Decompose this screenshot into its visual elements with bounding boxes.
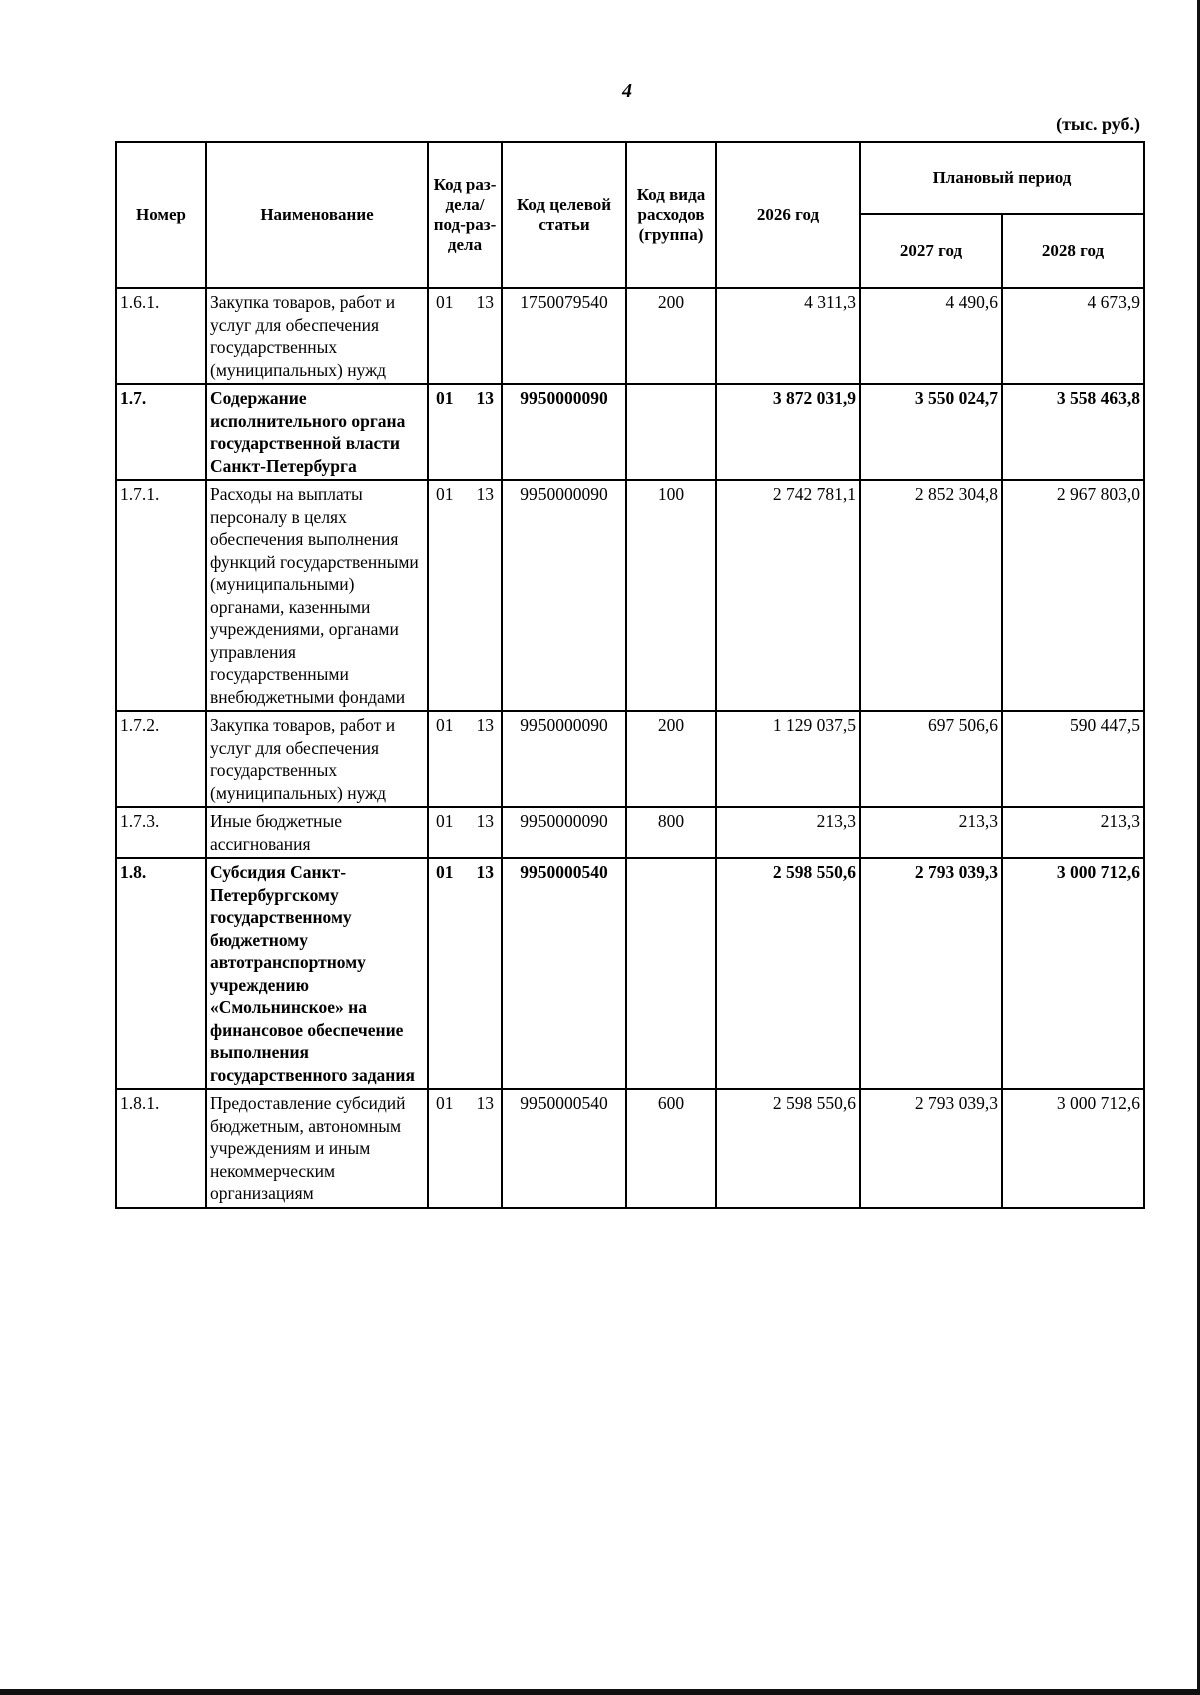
budget-table [115,141,1145,1209]
row-expense-type: 600 [626,1089,716,1208]
header-planned-period: Плановый период [860,142,1144,214]
row-target-code: 9950000540 [502,1089,626,1208]
row-section-code [428,480,502,711]
row-number: 1.8. [116,858,206,1089]
table-row [116,711,1144,807]
row-target-code: 9950000090 [502,711,626,807]
row-name: Расходы на выплаты персоналу в целях обеспечения выполнения функций государственными (муниципальными) органами, казенными учреждениями, органами управления государственными внебюджетными фондами [206,480,428,711]
row-amount-2027: 2 793 039,3 [860,1089,1002,1208]
row-amount-2027: 3 550 024,7 [860,384,1002,480]
row-amount-2027: 213,3 [860,807,1002,858]
row-expense-type [626,858,716,1089]
row-number: 1.8.1. [116,1089,206,1208]
row-amount-2026: 3 872 031,9 [716,384,860,480]
row-amount-2026: 213,3 [716,807,860,858]
section-code: 01 [436,292,454,312]
table-body [116,288,1144,1208]
row-number: 1.7.2. [116,711,206,807]
row-target-code: 9950000090 [502,807,626,858]
row-amount-2026: 2 598 550,6 [716,858,860,1089]
row-amount-2026: 4 311,3 [716,288,860,384]
row-amount-2027: 4 490,6 [860,288,1002,384]
row-amount-2028: 4 673,9 [1002,288,1144,384]
row-number: 1.7.1. [116,480,206,711]
header-section-code: Код раз-дела/ под-раз-дела [428,142,502,288]
row-expense-type: 800 [626,807,716,858]
section-code: 01 [436,715,454,735]
row-section-code [428,288,502,384]
header-year-2026: 2026 год [716,142,860,288]
row-section-code [428,807,502,858]
row-section-code [428,858,502,1089]
subsection-code: 13 [476,292,494,312]
row-number: 1.6.1. [116,288,206,384]
row-amount-2028: 213,3 [1002,807,1144,858]
row-amount-2028: 2 967 803,0 [1002,480,1144,711]
row-section-code [428,711,502,807]
row-target-code: 9950000540 [502,858,626,1089]
section-code: 01 [436,1093,454,1113]
header-year-2027: 2027 год [860,214,1002,288]
row-amount-2026: 2 742 781,1 [716,480,860,711]
subsection-code: 13 [476,484,494,504]
row-amount-2028: 3 000 712,6 [1002,1089,1144,1208]
row-amount-2027: 697 506,6 [860,711,1002,807]
header-expense-type-code: Код вида расходов (группа) [626,142,716,288]
section-code: 01 [436,811,454,831]
section-code: 01 [436,388,454,408]
row-number: 1.7. [116,384,206,480]
table-row [116,858,1144,1089]
row-expense-type: 100 [626,480,716,711]
row-target-code: 9950000090 [502,384,626,480]
page-number: 4 [622,80,632,102]
table-row [116,384,1144,480]
header-number: Номер [116,142,206,288]
scan-bottom-edge [0,1689,1200,1695]
row-section-code [428,384,502,480]
row-name: Закупка товаров, работ и услуг для обеспечения государственных (муниципальных) нужд [206,288,428,384]
row-name: Иные бюджетные ассигнования [206,807,428,858]
subsection-code: 13 [476,811,494,831]
row-name: Предоставление субсидий бюджетным, автономным учреждениям и иным некоммерческим организациям [206,1089,428,1208]
row-name: Субсидия Санкт-Петербургскому государственному бюджетному автотранспортному учреждению «Смольнинское» на финансовое обеспечение выполнения государственного задания [206,858,428,1089]
section-code: 01 [436,862,454,882]
row-name: Закупка товаров, работ и услуг для обеспечения государственных (муниципальных) нужд [206,711,428,807]
row-target-code: 9950000090 [502,480,626,711]
subsection-code: 13 [476,715,494,735]
row-name: Содержание исполнительного органа государственной власти Санкт-Петербурга [206,384,428,480]
header-name: Наименование [206,142,428,288]
row-amount-2027: 2 793 039,3 [860,858,1002,1089]
section-code: 01 [436,484,454,504]
row-amount-2028: 3 000 712,6 [1002,858,1144,1089]
header-year-2028: 2028 год [1002,214,1144,288]
subsection-code: 13 [476,1093,494,1113]
row-amount-2026: 1 129 037,5 [716,711,860,807]
table-row [116,807,1144,858]
row-amount-2028: 590 447,5 [1002,711,1144,807]
row-amount-2028: 3 558 463,8 [1002,384,1144,480]
row-expense-type: 200 [626,711,716,807]
units-label: (тыс. руб.) [1056,114,1140,134]
row-section-code [428,1089,502,1208]
table-row [116,480,1144,711]
row-number: 1.7.3. [116,807,206,858]
table-row [116,1089,1144,1208]
row-amount-2026: 2 598 550,6 [716,1089,860,1208]
subsection-code: 13 [476,388,494,408]
row-expense-type [626,384,716,480]
row-target-code: 1750079540 [502,288,626,384]
row-expense-type: 200 [626,288,716,384]
header-target-code: Код целевой статьи [502,142,626,288]
subsection-code: 13 [476,862,494,882]
row-amount-2027: 2 852 304,8 [860,480,1002,711]
table-row [116,288,1144,384]
